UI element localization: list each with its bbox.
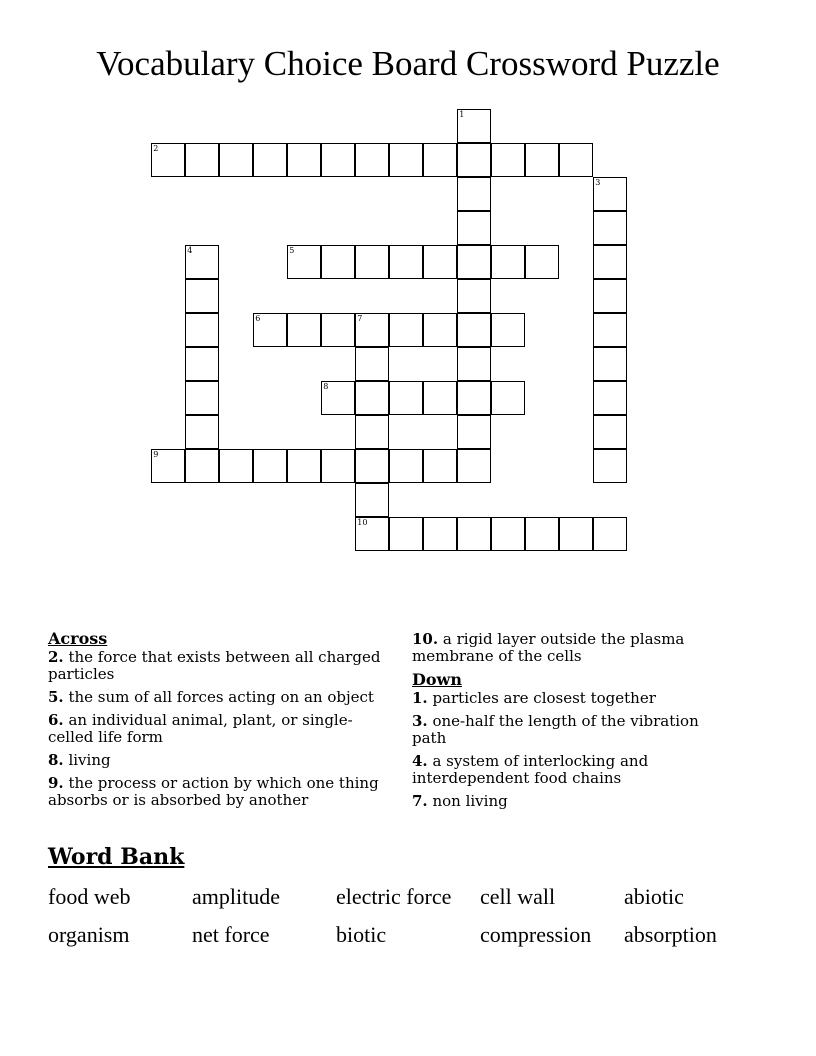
word-bank-item: abiotic <box>624 884 684 909</box>
grid-cell[interactable] <box>593 245 627 279</box>
grid-cell[interactable] <box>559 143 593 177</box>
clue-down-7: 7. non living <box>412 792 508 810</box>
word-bank-title: Word Bank <box>48 844 185 870</box>
grid-cell[interactable] <box>593 517 627 551</box>
grid-cell[interactable] <box>525 245 559 279</box>
grid-cell[interactable] <box>423 245 457 279</box>
grid-cell[interactable] <box>253 143 287 177</box>
clue-across-2: 2. the force that exists between all charged particles <box>48 648 381 683</box>
word-bank-item: net force <box>192 922 270 947</box>
clues-left-column <box>48 630 393 815</box>
clue-across-8: 8. living <box>48 751 111 769</box>
grid-cell[interactable] <box>355 483 389 517</box>
grid-cell[interactable] <box>389 313 423 347</box>
word-bank-item: amplitude <box>192 884 280 909</box>
grid-cell[interactable] <box>593 279 627 313</box>
clue-number: 1 <box>459 110 465 120</box>
grid-cell[interactable] <box>389 517 423 551</box>
grid-cell[interactable] <box>355 517 389 551</box>
grid-cell[interactable] <box>457 211 491 245</box>
grid-cell[interactable] <box>457 177 491 211</box>
grid-cell[interactable] <box>457 381 491 415</box>
clue-number: 2 <box>153 144 159 154</box>
grid-cell[interactable] <box>491 517 525 551</box>
grid-cell[interactable] <box>219 449 253 483</box>
clue-number: 7 <box>357 314 363 324</box>
grid-cell[interactable] <box>593 211 627 245</box>
clue-across-6: 6. an individual animal, plant, or single-celled life form <box>48 711 353 746</box>
grid-cell[interactable] <box>185 245 219 279</box>
grid-cell[interactable] <box>593 347 627 381</box>
grid-cell[interactable] <box>185 381 219 415</box>
grid-cell[interactable] <box>355 245 389 279</box>
clue-number: 10 <box>357 518 368 528</box>
grid-cell[interactable] <box>321 381 355 415</box>
grid-cell[interactable] <box>355 415 389 449</box>
grid-cell[interactable] <box>185 449 219 483</box>
grid-cell[interactable] <box>491 143 525 177</box>
grid-cell[interactable] <box>253 313 287 347</box>
word-bank-item: electric force <box>336 884 452 909</box>
grid-cell[interactable] <box>423 517 457 551</box>
grid-cell[interactable] <box>219 143 253 177</box>
clue-number: 5 <box>289 246 295 256</box>
clue-number: 3 <box>595 178 601 188</box>
grid-cell[interactable] <box>287 449 321 483</box>
clue-number: 4 <box>187 246 193 256</box>
word-bank-item: organism <box>48 922 130 947</box>
grid-cell[interactable] <box>491 245 525 279</box>
grid-cell[interactable] <box>355 449 389 483</box>
down-heading: Down <box>412 670 462 689</box>
word-bank-item: food web <box>48 884 131 909</box>
clue-down-3: 3. one-half the length of the vibration path <box>412 712 699 747</box>
grid-cell[interactable] <box>355 143 389 177</box>
clue-across-10: 10. a rigid layer outside the plasma membrane of the cells <box>412 630 685 665</box>
grid-cell[interactable] <box>457 279 491 313</box>
grid-cell[interactable] <box>457 415 491 449</box>
grid-cell[interactable] <box>491 313 525 347</box>
grid-cell[interactable] <box>593 313 627 347</box>
grid-cell[interactable] <box>151 449 185 483</box>
grid-cell[interactable] <box>151 143 185 177</box>
grid-cell[interactable] <box>355 313 389 347</box>
clue-down-1: 1. particles are closest together <box>412 689 656 707</box>
grid-cell[interactable] <box>185 415 219 449</box>
grid-cell[interactable] <box>389 381 423 415</box>
grid-cell[interactable] <box>423 143 457 177</box>
grid-cell[interactable] <box>287 245 321 279</box>
grid-cell[interactable] <box>321 313 355 347</box>
across-heading: Across <box>48 629 108 648</box>
word-bank-item: cell wall <box>480 884 556 909</box>
grid-cell[interactable] <box>253 449 287 483</box>
grid-cell[interactable] <box>185 313 219 347</box>
grid-cell[interactable] <box>321 143 355 177</box>
clue-number: 8 <box>323 382 329 392</box>
grid-cell[interactable] <box>185 279 219 313</box>
grid-cell[interactable] <box>491 381 525 415</box>
page-title: Vocabulary Choice Board Crossword Puzzle <box>96 44 720 83</box>
grid-cell[interactable] <box>185 347 219 381</box>
grid-cell[interactable] <box>321 449 355 483</box>
clue-number: 9 <box>153 450 159 460</box>
grid-cell[interactable] <box>185 143 219 177</box>
grid-cell[interactable] <box>457 313 491 347</box>
grid-cell[interactable] <box>593 449 627 483</box>
grid-cell[interactable] <box>457 347 491 381</box>
grid-cell[interactable] <box>593 381 627 415</box>
grid-cell[interactable] <box>593 177 627 211</box>
grid-cell[interactable] <box>321 245 355 279</box>
clue-number: 6 <box>255 314 261 324</box>
grid-cell[interactable] <box>355 381 389 415</box>
grid-cell[interactable] <box>423 449 457 483</box>
grid-cell[interactable] <box>593 415 627 449</box>
clues-right-column <box>412 631 722 816</box>
word-bank-item: compression <box>480 922 592 947</box>
grid-cell[interactable] <box>423 313 457 347</box>
grid-cell[interactable] <box>525 143 559 177</box>
grid-cell[interactable] <box>423 381 457 415</box>
grid-cell[interactable] <box>525 517 559 551</box>
clue-down-4: 4. a system of interlocking and interdependent food chains <box>412 752 649 787</box>
grid-cell[interactable] <box>287 143 321 177</box>
grid-cell[interactable] <box>457 109 491 143</box>
clue-across-9: 9. the process or action by which one thing absorbs or is absorbed by another <box>48 774 379 809</box>
grid-cell[interactable] <box>389 449 423 483</box>
grid-cell[interactable] <box>457 517 491 551</box>
grid-cell[interactable] <box>457 143 491 177</box>
grid-cell[interactable] <box>457 449 491 483</box>
grid-cell[interactable] <box>559 517 593 551</box>
grid-cell[interactable] <box>389 245 423 279</box>
grid-cell[interactable] <box>355 347 389 381</box>
clue-across-5: 5. the sum of all forces acting on an object <box>48 688 374 706</box>
word-bank-item: biotic <box>336 922 387 947</box>
word-bank-item: absorption <box>624 922 717 947</box>
grid-cell[interactable] <box>389 143 423 177</box>
grid-cell[interactable] <box>457 245 491 279</box>
grid-cell[interactable] <box>287 313 321 347</box>
